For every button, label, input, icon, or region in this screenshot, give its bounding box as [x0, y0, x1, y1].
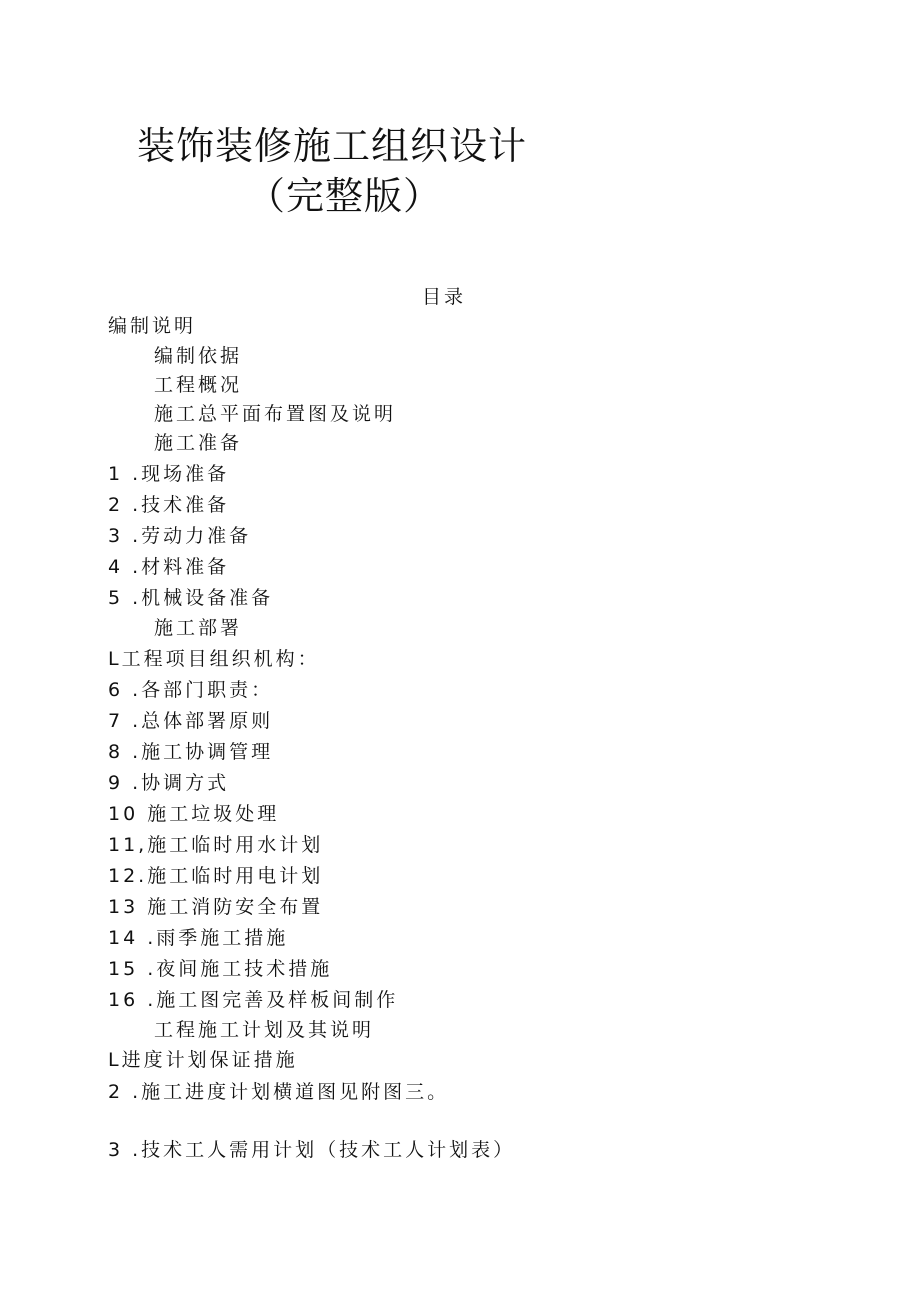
toc-item: L进度计划保证措施 — [108, 1049, 298, 1071]
toc-item: 12.施工临时用电计划 — [108, 865, 324, 887]
toc-item: 工程概况 — [154, 374, 243, 396]
toc-item: 7 .总体部署原则 — [108, 710, 274, 732]
toc-item: 2 .施工进度计划横道图见附图三。 — [108, 1081, 450, 1103]
toc-item: 1 .现场准备 — [108, 463, 230, 485]
toc-item: 工程施工计划及其说明 — [154, 1019, 375, 1041]
toc-item: 3 .技术工人需用计划（技术工人计划表） — [108, 1139, 516, 1161]
toc-item: 编制依据 — [154, 345, 243, 367]
toc-item: 16 .施工图完善及样板间制作 — [108, 989, 399, 1011]
toc-item: 14 .雨季施工措施 — [108, 927, 289, 949]
toc-item: 8 .施工协调管理 — [108, 741, 274, 763]
toc-item: 11,施工临时用水计划 — [108, 834, 324, 856]
toc-item: 6 .各部门职责： — [108, 679, 274, 701]
toc-item: 15 .夜间施工技术措施 — [108, 958, 333, 980]
toc-item: 9 .协调方式 — [108, 772, 230, 794]
toc-item: 4 .材料准备 — [108, 556, 230, 578]
document-title: 装饰装修施工组织设计 — [137, 124, 528, 168]
toc-item: 5 .机械设备准备 — [108, 587, 274, 609]
toc-item: 施工部署 — [154, 617, 243, 639]
toc-item: 10 施工垃圾处理 — [108, 803, 280, 825]
toc-item: 施工准备 — [154, 432, 243, 454]
toc-item: L工程项目组织机构： — [108, 648, 320, 670]
toc-item: 编制说明 — [108, 315, 197, 337]
document-subtitle: （完整版） — [247, 174, 443, 218]
toc-item: 13 施工消防安全布置 — [108, 896, 324, 918]
toc-item: 2 .技术准备 — [108, 494, 230, 516]
toc-item: 3 .劳动力准备 — [108, 525, 252, 547]
toc-item: 施工总平面布置图及说明 — [154, 403, 397, 425]
toc-heading: 目录 — [422, 286, 467, 308]
